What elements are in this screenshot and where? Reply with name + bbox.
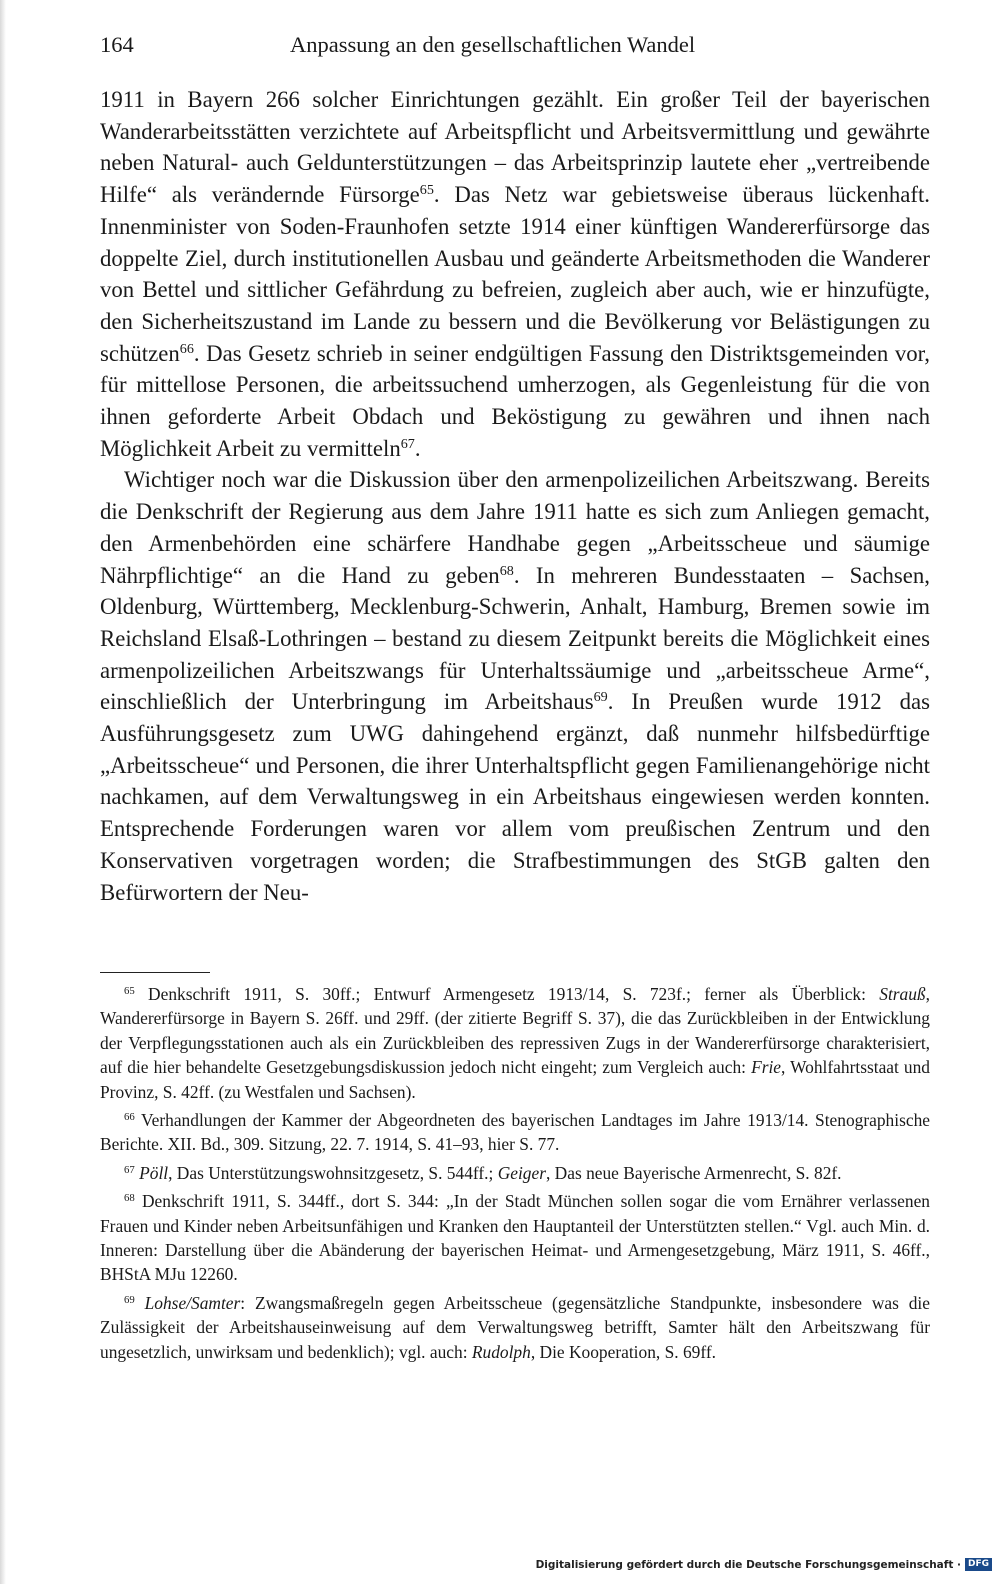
page-number: 164 [100, 32, 134, 57]
main-text [100, 84, 930, 908]
text-run: . In mehreren Bundesstaaten – Sachsen, Oldenburg, Württemberg, Mecklenburg-Schwerin, Anhalt, Hamburg, Bremen sowie im Reichsland Elsaß-Lothringen – bestand zu diesem Zeitpunkt bereits die Möglichkeit eines armenpolizeilichen Arbeitszwangs für Unterhaltssäumige und „arbeitsscheue Arme“, einschließlich der Unterbringung im Arbeitshaus [100, 562, 930, 715]
text-run: , Das neue Bayerische Armenrecht, S. 82f. [545, 1162, 842, 1183]
footnote [100, 1291, 930, 1364]
text-run: . [414, 435, 421, 461]
text-run: Verhandlungen der Kammer der Abgeordneten des bayerischen Landtages im Jahre 1913/14. Stenographische Berichte. XII. Bd., 309. Sitzung, 22. 7. 1914, S. 41–93, hier S. 77. [100, 1110, 930, 1155]
text-run: , Wohlfahrtsstaat und Provinz, S. 42ff. (zu Westfalen und Sachsen). [100, 1057, 931, 1102]
dfg-logo-icon: DFG [965, 1558, 992, 1571]
text-run: , Das Unterstützungswohnsitzgesetz, S. 544ff.; [168, 1162, 498, 1183]
footnote-number: 65 [124, 985, 135, 998]
footnote [100, 1189, 930, 1287]
footnote-reference: 69 [593, 689, 608, 706]
author-name: Geiger [497, 1162, 546, 1183]
footnote [100, 1161, 930, 1185]
author-name: Strauß [879, 984, 926, 1004]
text-run: 1911 in Bayern 266 solcher Einrichtungen gezählt. Ein großer Teil der bayerischen Wanderarbeitsstätten verzichtete auf Arbeitspflicht und Arbeitsvermittlung und gewährte neben Natural- auch Geldunterstützungen – das Arbeitsprinzip lautete eher „vertreibende Hilfe“ als verändernde Fürsorge [100, 87, 930, 208]
author-name: Frie [751, 1057, 782, 1078]
footnote-reference: 68 [499, 562, 514, 579]
text-run: Denkschrift 1911, S. 30ff.; Entwurf Armengesetz 1913/14, S. 723f.; ferner als Überblick: [148, 984, 880, 1004]
page-edge-shadow [0, 0, 6, 1584]
page-header [100, 32, 930, 62]
footnote-number: 66 [124, 1111, 135, 1124]
text-run: , Die Kooperation, S. 69ff. [530, 1341, 716, 1362]
text-run: , Wandererfürsorge in Bayern S. 26ff. und 29ff. (der zitierte Begriff S. 37), die das Zurückbleiben in der Entwicklung der Verpflegungsstationen auch als ein Zurückbleiben des repressiven Zugs in der Wandererfürsorge charakterisiert, auf die hier behandelte Gesetzgebungsdiskussion jedoch nicht eingeht; zum Vergleich auch: [100, 984, 930, 1078]
text-run: . Das Netz war gebietsweise überaus lückenhaft. Innenminister von Soden-Fraunhofen setzte 1914 einer künftigen Wandererfürsorge das doppelte Ziel, durch institutionellen Ausbau und geänderte Arbeitsmethoden die Wanderer von Bettel und sittlicher Gefährdung zu befreien, zugleich aber auch, wie er hinzufügte, den Sicherheitszustand im Lande zu bessern und die Bevölkerung vor Belästigungen zu schützen [100, 182, 930, 366]
author-name: Pöll [139, 1162, 169, 1183]
footnote-number: 67 [124, 1163, 135, 1176]
footnote-number: 68 [124, 1192, 135, 1205]
running-title: Anpassung an den gesellschaftlichen Wandel [290, 32, 696, 57]
footnote [100, 982, 930, 1104]
footnote-reference: 66 [179, 340, 194, 357]
paragraph-2 [100, 464, 930, 908]
footnote-reference: 67 [400, 435, 415, 452]
funding-text: Digitalisierung gefördert durch die Deutsche Forschungsgemeinschaft · [535, 1558, 961, 1571]
text-run: . Das Gesetz schrieb in seiner endgültigen Fassung den Distriktsgemeinden vor, für mittellose Personen, die arbeitssuchend umherzogen, als Gegenleistung für die von ihnen geforderte Arbeit Obdach und Beköstigung zu gewähren und ihnen nach Möglichkeit Arbeit zu vermitteln [100, 340, 930, 461]
author-name: Lohse/Samter [144, 1292, 241, 1313]
footnote-separator [100, 972, 210, 973]
footnote [100, 1108, 930, 1157]
text-run: Wichtiger noch war die Diskussion über den armenpolizeilichen Arbeitszwang. Bereits die Denkschrift der Regierung aus dem Jahre 1911 hatte es sich zum Anliegen gemacht, den Armenbehörden eine schärfere Handhabe gegen „Arbeitsscheue und säumige Nährpflichtige“ an die Hand zu geben [100, 467, 930, 588]
text-run: . In Preußen wurde 1912 das Ausführungsgesetz zum UWG dahingehend ergänzt, daß nunmehr hilfsbedürftige „Arbeitsscheue“ und Personen, die ihrer Unterhaltspflicht gegen Familienangehörige nicht nachkamen, auf dem Verwaltungsweg in ein Arbeitshaus eingewiesen werden konnten. Entsprechende Forderungen waren vor allem vom preußischen Zentrum und den Konservativen vorgetragen worden; die Strafbestimmungen des StGB galten den Befürwortern der Neu- [100, 689, 930, 905]
footnote-reference: 65 [419, 182, 434, 199]
text-run: : Zwangsmaßregeln gegen Arbeitsscheue (gegensätzliche Standpunkte, insbesondere was die Zulässigkeit der Arbeitshauseinweisung auf dem Verwaltungsweg betrifft, Samter hält den Arbeitszwang für ungesetzlich, unwirksam und bedenklich); vgl. auch: [100, 1292, 930, 1362]
author-name: Rudolph [471, 1341, 531, 1362]
footnote-number: 69 [124, 1293, 135, 1306]
footnotes [100, 982, 930, 1368]
paragraph-1 [100, 84, 930, 464]
text-run: Denkschrift 1911, S. 344ff., dort S. 344: „In der Stadt München sollen sogar die vom Ernährer verlassenen Frauen und Kinder neben Arbeitsunfähigen und Kranken den Hauptanteil der Unterstützten stellen.“ Vgl. auch Min. d. Inneren: Darstellung über die Abänderung der bayerischen Heimat- und Armengesetzgebung, März 1911, S. 46ff., BHStA MJu 12260. [100, 1191, 930, 1285]
funding-banner [536, 1558, 992, 1571]
